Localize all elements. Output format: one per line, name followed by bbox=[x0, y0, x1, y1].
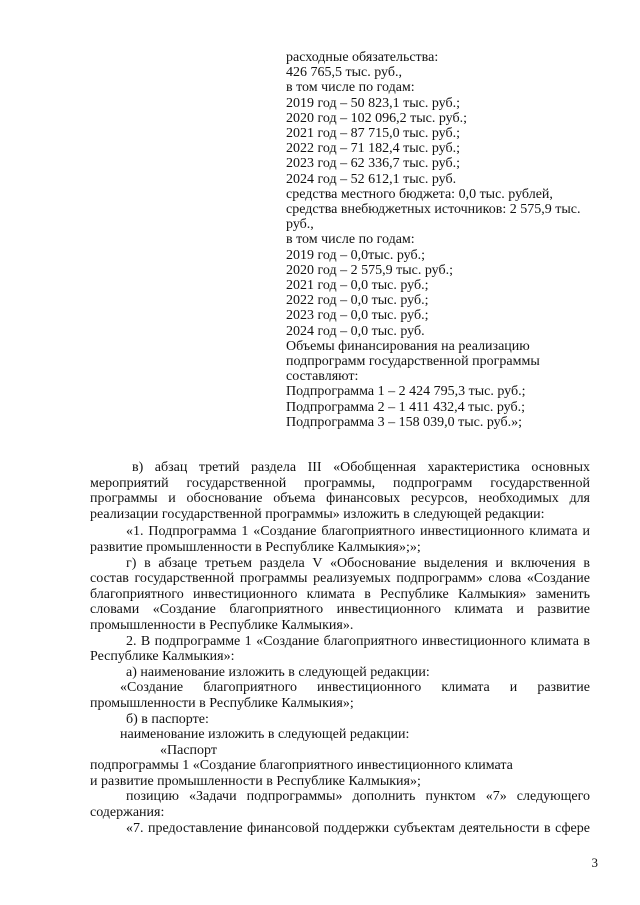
paragraph-b-name: наименование изложить в следующей редакции: bbox=[120, 727, 410, 743]
text-line: подпрограмм государственной программы bbox=[286, 354, 540, 370]
text-line: Подпрограмма 2 – 1 411 432,4 тыс. руб.; bbox=[286, 399, 525, 415]
text-line: 2022 год – 71 182,4 тыс. руб.; bbox=[286, 141, 460, 157]
page-number: 3 bbox=[591, 855, 598, 870]
quote-subprogram-1: «1. Подпрограмма 1 «Создание благоприятного инвестиционного климата и развитие промышленности в Республике Калмыкия»;»; bbox=[90, 524, 590, 555]
main-text bbox=[90, 460, 590, 836]
text-line: Подпрограмма 1 – 2 424 795,3 тыс. руб.; bbox=[286, 384, 526, 400]
text-line: Объемы финансирования на реализацию bbox=[286, 338, 530, 354]
paragraph-a: а) наименование изложить в следующей редакции: bbox=[126, 664, 430, 680]
text-line: средства внебюджетных источников: 2 575,9 тыс. руб., bbox=[286, 202, 581, 233]
paragraph-b: б) в паспорте: bbox=[126, 711, 209, 727]
text-line: в том числе по годам: bbox=[286, 80, 415, 96]
text-line: 426 765,5 тыс. руб., bbox=[286, 65, 402, 81]
paragraph-v: мероприятий государственной программы, подпрограмм государственной программы и обоснование объема финансовых ресурсов, необходимых для реализации государственной программы» изложить в следующей редакции: bbox=[90, 475, 590, 522]
paragraph-2: 2. В подпрограмме 1 «Создание благоприятного инвестиционного климата в Республике Калмыкия»: bbox=[90, 633, 590, 665]
quote-name-first-line: «Создание благоприятного инвестиционного климата и развитие bbox=[120, 680, 590, 696]
paragraph-v-first-line: в) абзац третий раздела III «Обобщенная характеристика основных bbox=[132, 460, 590, 475]
text-line: 2023 год – 62 336,7 тыс. руб.; bbox=[286, 156, 460, 172]
quote-name: промышленности в Республике Калмыкия»; bbox=[90, 695, 354, 711]
text-line: 2023 год – 0,0 тыс. руб.; bbox=[286, 308, 429, 324]
text-line: составляют: bbox=[286, 369, 359, 385]
text-line: средства местного бюджета: 0,0 тыс. рублей, bbox=[286, 186, 553, 202]
passport-line-2: и развитие промышленности в Республике Калмыкия»; bbox=[90, 773, 421, 789]
text-line: 2020 год – 102 096,2 тыс. руб.; bbox=[286, 110, 467, 126]
text-line: в том числе по годам: bbox=[286, 232, 415, 248]
text-line: 2019 год – 0,0тыс. руб.; bbox=[286, 247, 425, 263]
text-line: 2024 год – 52 612,1 тыс. руб. bbox=[286, 171, 457, 187]
text-line: 2024 год – 0,0 тыс. руб. bbox=[286, 323, 425, 339]
text-line: 2019 год – 50 823,1 тыс. руб.; bbox=[286, 95, 460, 111]
passport-title: «Паспорт bbox=[160, 742, 217, 758]
text-line: 2021 год – 0,0 тыс. руб.; bbox=[286, 278, 429, 294]
text-line: расходные обязательства: bbox=[286, 50, 439, 65]
text-line: Подпрограмма 3 – 158 039,0 тыс. руб.»; bbox=[286, 414, 522, 430]
paragraph-tasks: позицию «Задачи подпрограммы» дополнить пунктом «7» следующего содержания: bbox=[90, 789, 590, 821]
text-line: 2021 год – 87 715,0 тыс. руб.; bbox=[286, 126, 460, 142]
paragraph-7: «7. предоставление финансовой поддержки субъектам деятельности в сфере bbox=[126, 820, 590, 836]
paragraph-g: г) в абзаце третьем раздела V «Обоснование выделения и включения в состав государственной программы реализуемых подпрограмм» слова «Создание благоприятного инвестиционного климата в Республике Калмыкия» заменить словами «Создание благоприятного инвестиционного климата и развитие промышленности в Республике Калмыкия». bbox=[90, 555, 590, 633]
passport-line-1: подпрограммы 1 «Создание благоприятного инвестиционного климата bbox=[90, 758, 513, 774]
financing-column bbox=[286, 50, 596, 430]
text-line: 2020 год – 2 575,9 тыс. руб.; bbox=[286, 262, 453, 278]
text-line: 2022 год – 0,0 тыс. руб.; bbox=[286, 293, 429, 309]
